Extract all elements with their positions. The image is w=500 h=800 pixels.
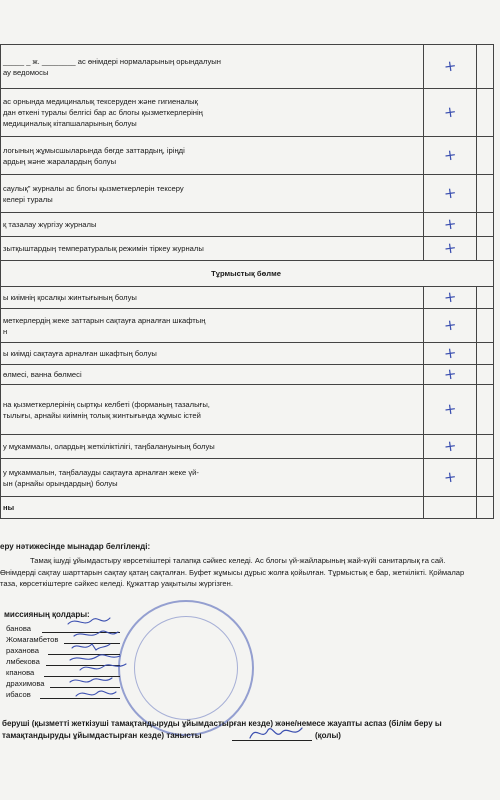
handwritten-plus-mark: + bbox=[442, 287, 458, 307]
signature-caption: (қолы) bbox=[315, 731, 341, 740]
row-mark bbox=[424, 287, 477, 309]
row-mark bbox=[424, 213, 477, 237]
row-text: ы киімді сақтауға арналған шкафтың болуы bbox=[1, 343, 424, 365]
row-text: өлмесі, ванна бөлмесі bbox=[1, 365, 424, 385]
handwritten-plus-mark: + bbox=[442, 183, 458, 203]
row-text: ны bbox=[1, 497, 424, 519]
handwritten-plus-mark: + bbox=[442, 399, 458, 419]
row-mark bbox=[424, 385, 477, 435]
row-text: саулық" журналы ас блогы қызметкерлерін тексеру келері туралы bbox=[1, 175, 424, 213]
handwritten-plus-mark: + bbox=[442, 238, 458, 258]
handwritten-plus-mark: + bbox=[442, 56, 458, 76]
section-header-row bbox=[1, 261, 494, 287]
row-text: логының жұмысшыларында бөгде заттардың, іріңді ардың және жаралардың болуы bbox=[1, 137, 424, 175]
row-text: на қызметкерлерінің сыртқы келбеті (форманың тазалығы, тылығы, арнайы киімнің толық жинтығында жұмыс істей bbox=[1, 385, 424, 435]
row-mark bbox=[424, 459, 477, 497]
row-text: ас орнында медициналық тексеруден және гигиеналық дан өткені туралы белгісі бар ас блогы қызметкерлерінің медициналық кітапшаларының болуы bbox=[1, 89, 424, 137]
commission-member: драхимова bbox=[6, 679, 45, 688]
row-mark bbox=[424, 365, 477, 385]
table-row bbox=[1, 213, 494, 237]
commission-member: кпанова bbox=[6, 668, 35, 677]
commission-member: ибасов bbox=[6, 690, 31, 699]
row-text: у мұкаммалы, олардың жеткіліктілігі, таңбалануының болуы bbox=[1, 435, 424, 459]
table-row bbox=[1, 365, 494, 385]
table-row bbox=[1, 343, 494, 365]
handwritten-plus-mark: + bbox=[442, 145, 458, 165]
commission-member: лмбекова bbox=[6, 657, 40, 666]
row-mark bbox=[424, 343, 477, 365]
row-mark bbox=[424, 89, 477, 137]
handwritten-signatures bbox=[40, 612, 150, 708]
handwritten-plus-mark: + bbox=[442, 315, 458, 335]
table-row bbox=[1, 137, 494, 175]
row-text: у мұкаммалын, таңбалауды сақтауға арналған жеке үй- ын (арнайы орындардың) болуы bbox=[1, 459, 424, 497]
table-row bbox=[1, 175, 494, 213]
row-mark bbox=[424, 45, 477, 89]
commission-member: раханова bbox=[6, 646, 39, 655]
table-row bbox=[1, 237, 494, 261]
acknowledgement-sentence: беруші (қызметті жеткізуші тамақтандыруды ұйымдастырған кезде) және/немесе жауапты аспаз (білім беру ы тамақтандыруды ұйымдастырған кезде) танысты bbox=[2, 719, 442, 740]
table-row bbox=[1, 89, 494, 137]
acknowledgement-signature bbox=[246, 722, 306, 744]
table-row bbox=[1, 309, 494, 343]
row-text: меткерлердің жеке заттарын сақтауға арналған шкафтың н bbox=[1, 309, 424, 343]
commission-member: Жомагамбетов bbox=[6, 635, 59, 644]
row-text: ы киімнің қосалқы жинтығының болуы bbox=[1, 287, 424, 309]
table-row bbox=[1, 45, 494, 89]
table-row bbox=[1, 435, 494, 459]
handwritten-plus-mark: + bbox=[442, 214, 458, 234]
row-mark bbox=[424, 435, 477, 459]
handwritten-plus-mark: + bbox=[442, 364, 458, 384]
handwritten-plus-mark: + bbox=[442, 102, 458, 122]
table-row bbox=[1, 287, 494, 309]
row-mark bbox=[424, 137, 477, 175]
handwritten-plus-mark: + bbox=[442, 436, 458, 456]
handwritten-plus-mark: + bbox=[442, 467, 458, 487]
commission-member: банова bbox=[6, 624, 31, 633]
row-mark bbox=[424, 309, 477, 343]
table-row bbox=[1, 497, 494, 519]
findings-text: Тамақ ішуді ұйымдастыру көрсеткіштері талапқа сәйкес келеді. Ас блогы үй-жайларының жай-күйі санитарлық ға сай. Өнімдерді сақтау шарттарын сақтау қатаң сақталған. Буфет жұмысы дұрыс жолға қойылған. Тұрмыстық е бар, жеткілікті. Қоймалар таза, көрсеткіштерге сәйкес келеді. Құжаттар уақытылы жүргізген. bbox=[0, 556, 465, 588]
handwritten-plus-mark: + bbox=[442, 343, 458, 363]
row-text: зытқыштардың температуралық режимін тіркеу журналы bbox=[1, 237, 424, 261]
findings-heading: еру нәтижесінде мынадар белгіленді: bbox=[0, 542, 151, 551]
commission-heading: миссияның қолдары: bbox=[4, 610, 90, 619]
section-title: Тұрмыстық бөлме bbox=[1, 261, 494, 287]
table-row bbox=[1, 385, 494, 435]
row-text: қ тазалау жүргізу журналы bbox=[1, 213, 424, 237]
row-mark bbox=[424, 237, 477, 261]
row-mark bbox=[424, 175, 477, 213]
table-row bbox=[1, 459, 494, 497]
checklist-table bbox=[0, 44, 494, 519]
row-text: _____ _ ж. ________ ас өнімдері нормаларының орындалуын ау ведомосы bbox=[1, 45, 424, 89]
row-mark bbox=[424, 497, 477, 519]
